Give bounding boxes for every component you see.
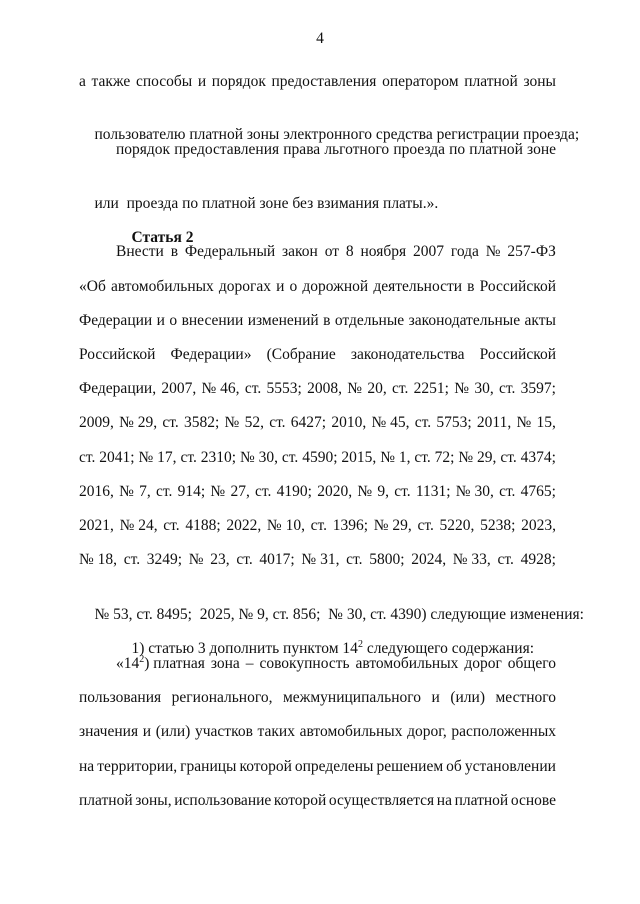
text-line: ст. 2041; № 17, ст. 2310; № 30, ст. 4590; 2015, № 1, ст. 72; № 29, ст. 4374; <box>79 449 556 466</box>
text-line: значения и (или) участков таких автомобильных дорог, расположенных <box>79 723 556 740</box>
text-line: Федерации, 2007, № 46, ст. 5553; 2008, № 20, ст. 2251; № 30, ст. 3597; <box>79 380 556 397</box>
text-line: № 18, ст. 3249; № 23, ст. 4017; № 31, ст. 5800; 2024, № 33, ст. 4928; <box>79 551 556 568</box>
text-line: а также способы и порядок предоставления оператором платной зоны <box>79 73 556 90</box>
text-line: на территории, границы которой определены решением об установлении <box>79 758 556 775</box>
text-line: пользования регионального, межмуниципального и (или) местного <box>79 689 556 706</box>
paragraph-start: «$14^2$) платная зона – совокупность автомобильных дорог общего <box>116 654 556 672</box>
text-line: № 53, ст. 8495; 2025, № 9, ст. 856; № 30, ст. 4390) следующие изменения: <box>94 606 584 623</box>
text-line: «Об автомобильных дорогах и о дорожной деятельности в Российской <box>79 278 556 295</box>
text-line: или проезда по платной зоне без взимания платы.». <box>94 195 439 212</box>
text-line: 2016, № 7, ст. 914; № 27, ст. 4190; 2020, № 9, ст. 1131; № 30, ст. 4765; <box>79 483 556 500</box>
text-line: 2009, № 29, ст. 3582; № 52, ст. 6427; 2010, № 45, ст. 5753; 2011, № 15, <box>79 414 556 431</box>
paragraph-start: порядок предоставления права льготного проезда по платной зоне <box>116 141 556 158</box>
text-line: Российской Федерации» (Собрание законодательства Российской <box>79 346 556 363</box>
text-line: 2021, № 24, ст. 4188; 2022, № 10, ст. 1396; № 29, ст. 5220, 5238; 2023, <box>79 517 556 534</box>
paragraph-start: 1) статью 3 дополнить пунктом $14^2$ следующего содержания: <box>131 639 535 657</box>
paragraph-start: Внести в Федеральный закон от 8 ноября 2007 года № 257-ФЗ <box>116 243 556 260</box>
superscript: 2 <box>139 654 145 665</box>
text-line: Федерации и о внесении изменений в отдельные законодательные акты <box>79 312 556 329</box>
page-number: 4 <box>316 30 324 47</box>
superscript: 2 <box>357 639 363 650</box>
article-heading: Статья 2 <box>131 229 194 246</box>
text-line: платной зоны, использование которой осуществляется на платной основе <box>79 792 556 809</box>
text-line: пользователю платной зоны электронного средства регистрации проезда; <box>94 126 580 143</box>
